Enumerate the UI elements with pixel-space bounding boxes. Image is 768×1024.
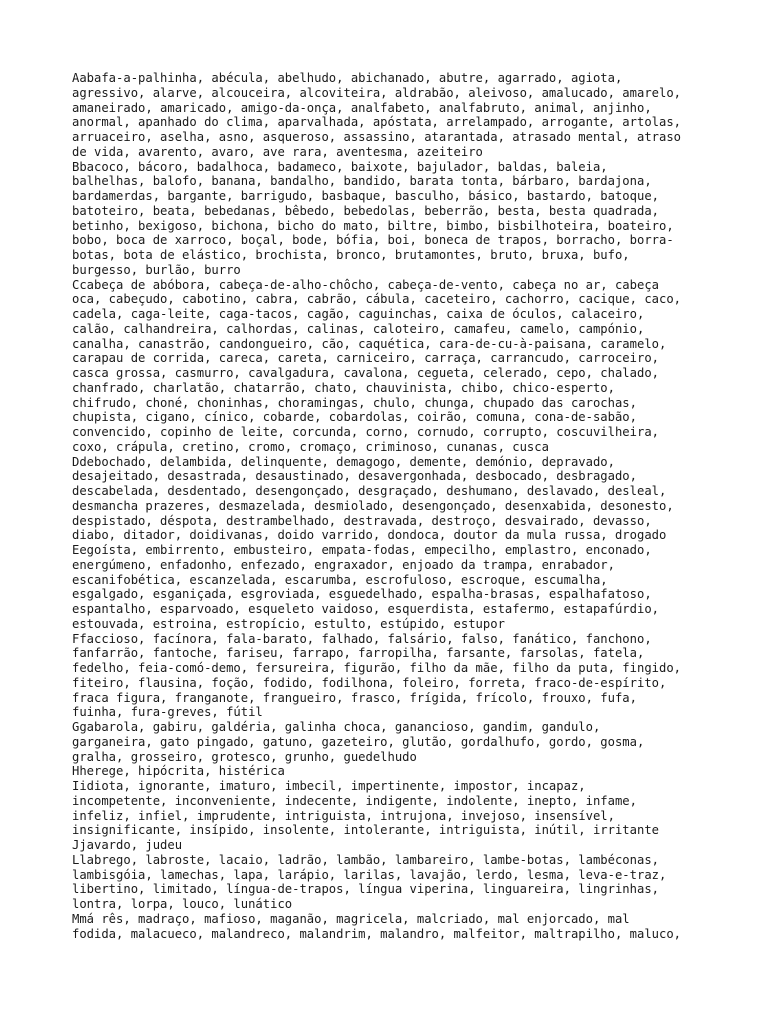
- text-line: chanfrado, charlatão, chatarrão, chato, chauvinista, chibo, chico-esperto,: [72, 380, 615, 395]
- text-line: Iidiota, ignorante, imaturo, imbecil, impertinente, impostor, incapaz,: [72, 779, 586, 793]
- text-line: despistado, déspota, destrambelhado, destravada, destroço, desvairado, devasso,: [72, 513, 652, 528]
- text-line: agressivo, alarve, alcouceira, alcoviteira, aldrabão, aleivoso, amalucado, amarelo,: [72, 85, 682, 100]
- text-line: libertino, limitado, língua-de-trapos, língua viperina, linguareira, lingrinhas,: [72, 882, 659, 897]
- text-line: amaneirado, amaricado, amigo-da-onça, analfabeto, analfabruto, animal, anjinho,: [72, 100, 652, 115]
- text-line: Jjavardo, judeu: [72, 838, 183, 852]
- text-line: gralha, grosseiro, grotesco, grunho, guedelhudo: [72, 749, 417, 764]
- text-line: betinho, bexigoso, bichona, bicho do mato, biltre, bimbo, bisbilhoteira, boateiro,: [72, 218, 674, 233]
- text-line: coxo, crápula, cretino, cromo, cromaço, criminoso, cunanas, cusca: [72, 439, 549, 454]
- text-line: energúmeno, enfadonho, enfezado, engraxador, enjoado da trampa, enrabador,: [72, 557, 615, 572]
- text-line: Hherege, hipócrita, histérica: [72, 764, 285, 779]
- text-line: estouvada, estroina, estropício, estulto, estúpido, estupor: [72, 616, 505, 631]
- text-line: burgesso, burlão, burro: [72, 262, 241, 277]
- text-line: incompetente, inconveniente, indecente, indigente, indolente, inepto, infame,: [72, 793, 637, 808]
- text-line: infeliz, infiel, imprudente, intriguista, intrujona, invejoso, insensível,: [72, 808, 615, 823]
- text-line: fuinha, fura-greves, fútil: [72, 705, 263, 720]
- text-line: de vida, avarento, avaro, ave rara, aventesma, azeiteiro: [72, 144, 483, 159]
- text-line: casca grossa, casmurro, cavalgadura, cavalona, cegueta, celerado, cepo, chalado,: [72, 366, 659, 380]
- text-line: convencido, copinho de leite, corcunda, corno, cornudo, corrupto, coscuvilheira,: [72, 425, 659, 439]
- text-line: fodida, malacueco, malandreco, malandrim, malandro, malfeitor, maltrapilho, maluco,: [72, 926, 682, 941]
- document-text: [72, 71, 722, 941]
- text-line: fedelho, feia-comó-demo, fersureira, figurão, filho da mãe, filho da puta, fingido,: [72, 661, 682, 675]
- text-line: Ffaccioso, facínora, fala-barato, falhado, falsário, falso, fanático, fanchono,: [72, 631, 652, 646]
- text-line: fanfarrão, fantoche, fariseu, farrapo, farropilha, farsante, farsolas, fatela,: [72, 646, 645, 661]
- text-line: batoteiro, beata, bebedanas, bêbedo, bebedolas, beberrão, besta, besta quadrada,: [72, 203, 659, 218]
- text-line: balhelhas, balofo, banana, bandalho, bandido, barata tonta, bárbaro, bardajona,: [72, 174, 652, 189]
- text-line: calão, calhandreira, calhordas, calinas, caloteiro, camafeu, camelo, campónio,: [72, 321, 645, 336]
- text-line: botas, bota de elástico, brochista, bronco, brutamontes, bruto, bruxa, bufo,: [72, 248, 630, 262]
- text-line: Eegoísta, embirrento, embusteiro, empata-fodas, empecilho, emplastro, enconado,: [72, 543, 652, 557]
- text-line: bobo, boca de xarroco, boçal, bode, bófia, boi, boneca de trapos, borracho, borra-: [72, 233, 674, 248]
- text-line: carapau de corrida, careca, careta, carniceiro, carraça, carrancudo, carroceiro,: [72, 351, 659, 366]
- text-line: desmancha prazeres, desmazelada, desmiolado, desengonçado, desenxabida, desonesto,: [72, 498, 674, 513]
- text-line: Llabrego, labroste, lacaio, ladrão, lambão, lambareiro, lambe-botas, lambéconas,: [72, 852, 659, 867]
- text-line: Bbacoco, bácoro, badalhoca, badameco, baixote, bajulador, baldas, baleia,: [72, 159, 608, 174]
- text-line: bardamerdas, bargante, barrigudo, basbaque, basculho, básico, bastardo, batoque,: [72, 189, 659, 203]
- text-line: fraca figura, franganote, frangueiro, frasco, frígida, frícolo, frouxo, fufa,: [72, 690, 637, 705]
- text-line: oca, cabeçudo, cabotino, cabra, cabrão, cábula, caceteiro, cachorro, cacique, caco,: [72, 292, 682, 307]
- text-line: insignificante, insípido, insolente, intolerante, intriguista, inútil, irritante: [72, 823, 659, 838]
- text-line: diabo, ditador, doidivanas, doido varrido, dondoca, doutor da mula russa, drogado: [72, 528, 667, 543]
- text-line: Mmá rês, madraço, mafioso, maganão, magricela, malcriado, mal enjorcado, mal: [72, 911, 630, 926]
- text-line: Ddebochado, delambida, delinquente, demagogo, demente, demónio, depravado,: [72, 454, 615, 469]
- text-line: descabelada, desdentado, desengonçado, desgraçado, deshumano, deslavado, desleal,: [72, 484, 667, 498]
- text-line: canalha, canastrão, candongueiro, cão, caquética, cara-de-cu-à-paisana, caramelo,: [72, 336, 667, 351]
- text-line: escanifobética, escanzelada, escarumba, escrofuloso, escroque, escumalha,: [72, 572, 608, 587]
- text-line: anormal, apanhado do clima, aparvalhada, apóstata, arrelampado, arrogante, artolas,: [72, 115, 682, 130]
- text-line: cadela, caga-leite, caga-tacos, cagão, caguinchas, caixa de óculos, calaceiro,: [72, 307, 645, 321]
- text-line: fiteiro, flausina, foção, fodido, fodilhona, foleiro, forreta, fraco-de-espírito,: [72, 675, 667, 690]
- text-line: Ggabarola, gabiru, galdéria, galinha choca, ganancioso, gandim, gandulo,: [72, 720, 601, 734]
- text-line: chupista, cigano, cínico, cobarde, cobardolas, coirão, comuna, cona-de-sabão,: [72, 410, 637, 425]
- text-line: lambisgóia, lamechas, lapa, larápio, larilas, lavajão, lerdo, lesma, leva-e-traz,: [72, 867, 667, 882]
- text-line: Ccabeça de abóbora, cabeça-de-alho-chôcho, cabeça-de-vento, cabeça no ar, cabeça: [72, 277, 659, 292]
- text-line: espantalho, esparvoado, esqueleto vaidoso, esquerdista, estafermo, estapafúrdio,: [72, 602, 659, 616]
- text-line: garganeira, gato pingado, gatuno, gazeteiro, glutão, gordalhufo, gordo, gosma,: [72, 734, 645, 749]
- text-line: desajeitado, desastrada, desaustinado, desavergonhada, desbocado, desbragado,: [72, 469, 637, 484]
- text-line: Aabafa-a-palhinha, abécula, abelhudo, abichanado, abutre, agarrado, agiota,: [72, 71, 623, 85]
- text-line: arruaceiro, aselha, asno, asqueroso, assassino, atarantada, atrasado mental, atraso: [72, 130, 682, 144]
- text-line: lontra, lorpa, louco, lunático: [72, 897, 293, 911]
- text-line: esgalgado, esganiçada, esgroviada, esguedelhado, espalha-brasas, espalhafatoso,: [72, 587, 652, 602]
- text-line: chifrudo, choné, choninhas, choramingas, chulo, chunga, chupado das carochas,: [72, 395, 637, 410]
